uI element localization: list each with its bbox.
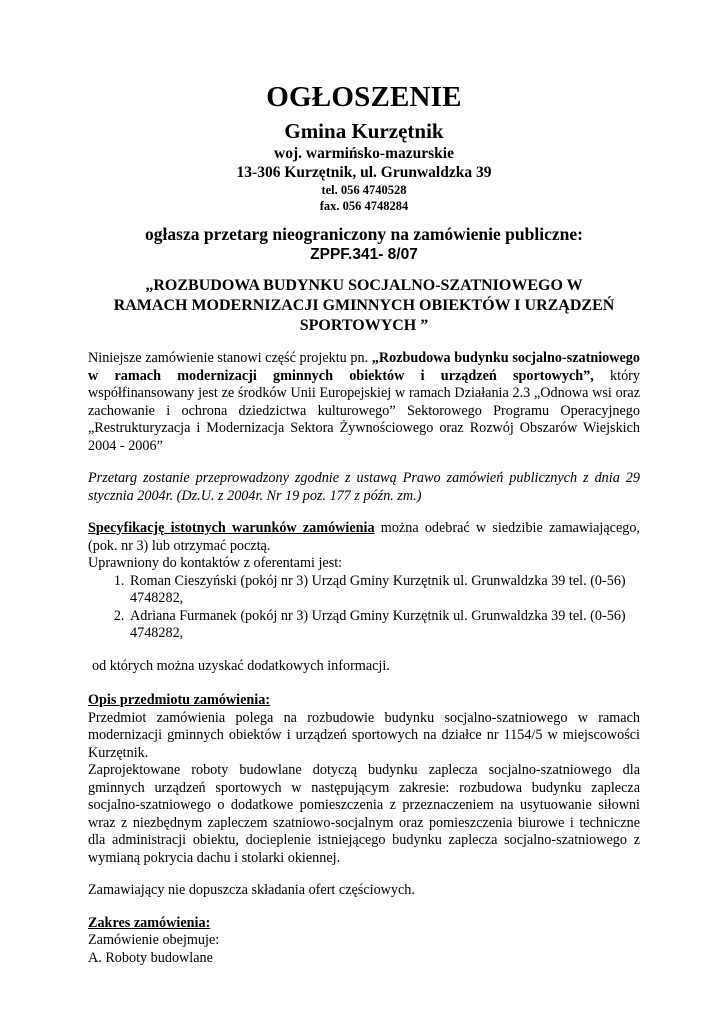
intro-text-2: który współfinansowany jest ze środków Unii Europejskiej w ramach Działania 2.3 „Odnowa wsi oraz zachowanie i ochrona dziedzictwa kulturowego” Sektorowego Programu Operacyjnego „Restrukturyzacja i Modernizacja Sektora Żywnościowego oraz Rozwój Obszarów Wiejskich 2004 - 2006” — [88, 367, 640, 454]
document-body — [88, 350, 640, 967]
scope-heading: Zakres zamówienia: — [88, 914, 211, 931]
telephone: tel. 056 4740528 — [321, 183, 407, 197]
gmina-name: Gmina Kurzętnik — [284, 119, 444, 143]
description-paragraph-2: Zaprojektowane roboty budowlane dotyczą budynku zaplecza socjalno-szatniowego dla gminnych urządzeń sportowych w następującym zakresie: rozbudowa budynku zaplecza socjalno-szatniowego o dodatkowe pomieszczenia z przeznaczeniem na usytuowanie siłowni wraz z niezbędnym zapleczem szatniowo-socjalnym oraz pomieszczenia biurowe i techniczne dla administracji obiektu, docieplenie istniejącego budynku zaplecza socjalno-szatniowego z wymianą pokrycia dachu i stolarki okiennej. — [88, 762, 640, 866]
contact-item: 2. Adriana Furmanek (pokój nr 3) Urząd Gminy Kurzętnik ul. Grunwaldzka 39 tel. (0-56) 4748282, — [128, 608, 640, 643]
spec-heading: Specyfikację istotnych warunków zamówienia — [88, 520, 375, 536]
document-page — [88, 80, 640, 967]
partial-offers-note: Zamawiający nie dopuszcza składania ofert częściowych. — [88, 882, 415, 898]
voivodeship: woj. warmińsko-mazurskie — [274, 145, 454, 162]
intro-paragraph — [88, 350, 640, 455]
description-paragraph-1: Przedmiot zamówienia polega na rozbudowie budynku socjalno-szatniowego w ramach modernizacji gminnych obiektów i urządzeń sportowych na działce nr 1154/5 w miejscowości Kurzętnik. — [88, 709, 640, 761]
intro-text-1: Niniejsze zamówienie stanowi część projektu pn. — [88, 350, 372, 366]
fax: fax. 056 4748284 — [319, 199, 409, 213]
project-title-line-1: „ROZBUDOWA BUDYNKU SOCJALNO-SZATNIOWEGO W — [145, 277, 583, 294]
intro-project-name: „Rozbudowa budynku socjalno-szatniowego w ramach modernizacji gminnych obiektów i urządzeń sportowych”, — [88, 350, 640, 384]
project-title-line-3: SPORTOWYCH ” — [299, 317, 429, 334]
more-info: od których można uzyskać dodatkowych informacji. — [92, 657, 390, 674]
scope-line-2: A. Roboty budowlane — [88, 949, 213, 966]
project-title — [88, 276, 640, 336]
announcement-line: ogłasza przetarg nieograniczony na zamówienie publiczne: — [145, 224, 583, 244]
document-title: OGŁOSZENIE — [266, 81, 462, 113]
contacts-intro: Uprawniony do kontaktów z oferentami jest: — [88, 555, 343, 571]
scope-line-1: Zamówienie obejmuje: — [88, 932, 220, 948]
project-title-line-2: RAMACH MODERNIZACJI GMINNYCH OBIEKTÓW I URZĄDZEŃ — [113, 297, 615, 314]
contacts-list — [88, 573, 640, 643]
address: 13-306 Kurzętnik, ul. Grunwaldzka 39 — [236, 164, 492, 181]
legal-basis: Przetarg zostanie przeprowadzony zgodnie z ustawą Prawo zamówień publicznych z dnia 29 stycznia 2004r. (Dz.U. z 2004r. Nr 19 poz. 177 z późn. zm.) — [88, 470, 640, 504]
spec-paragraph — [88, 520, 640, 555]
spec-text: można odebrać w siedzibie zamawiającego, (pok. nr 3) lub otrzymać pocztą. — [88, 520, 640, 554]
tender-code: ZPPF.341- 8/07 — [310, 246, 418, 263]
description-heading: Opis przedmiotu zamówienia: — [88, 692, 271, 708]
contact-item: 1. Roman Cieszyński (pokój nr 3) Urząd Gminy Kurzętnik ul. Grunwaldzka 39 tel. (0-56) 4748282, — [128, 573, 640, 608]
